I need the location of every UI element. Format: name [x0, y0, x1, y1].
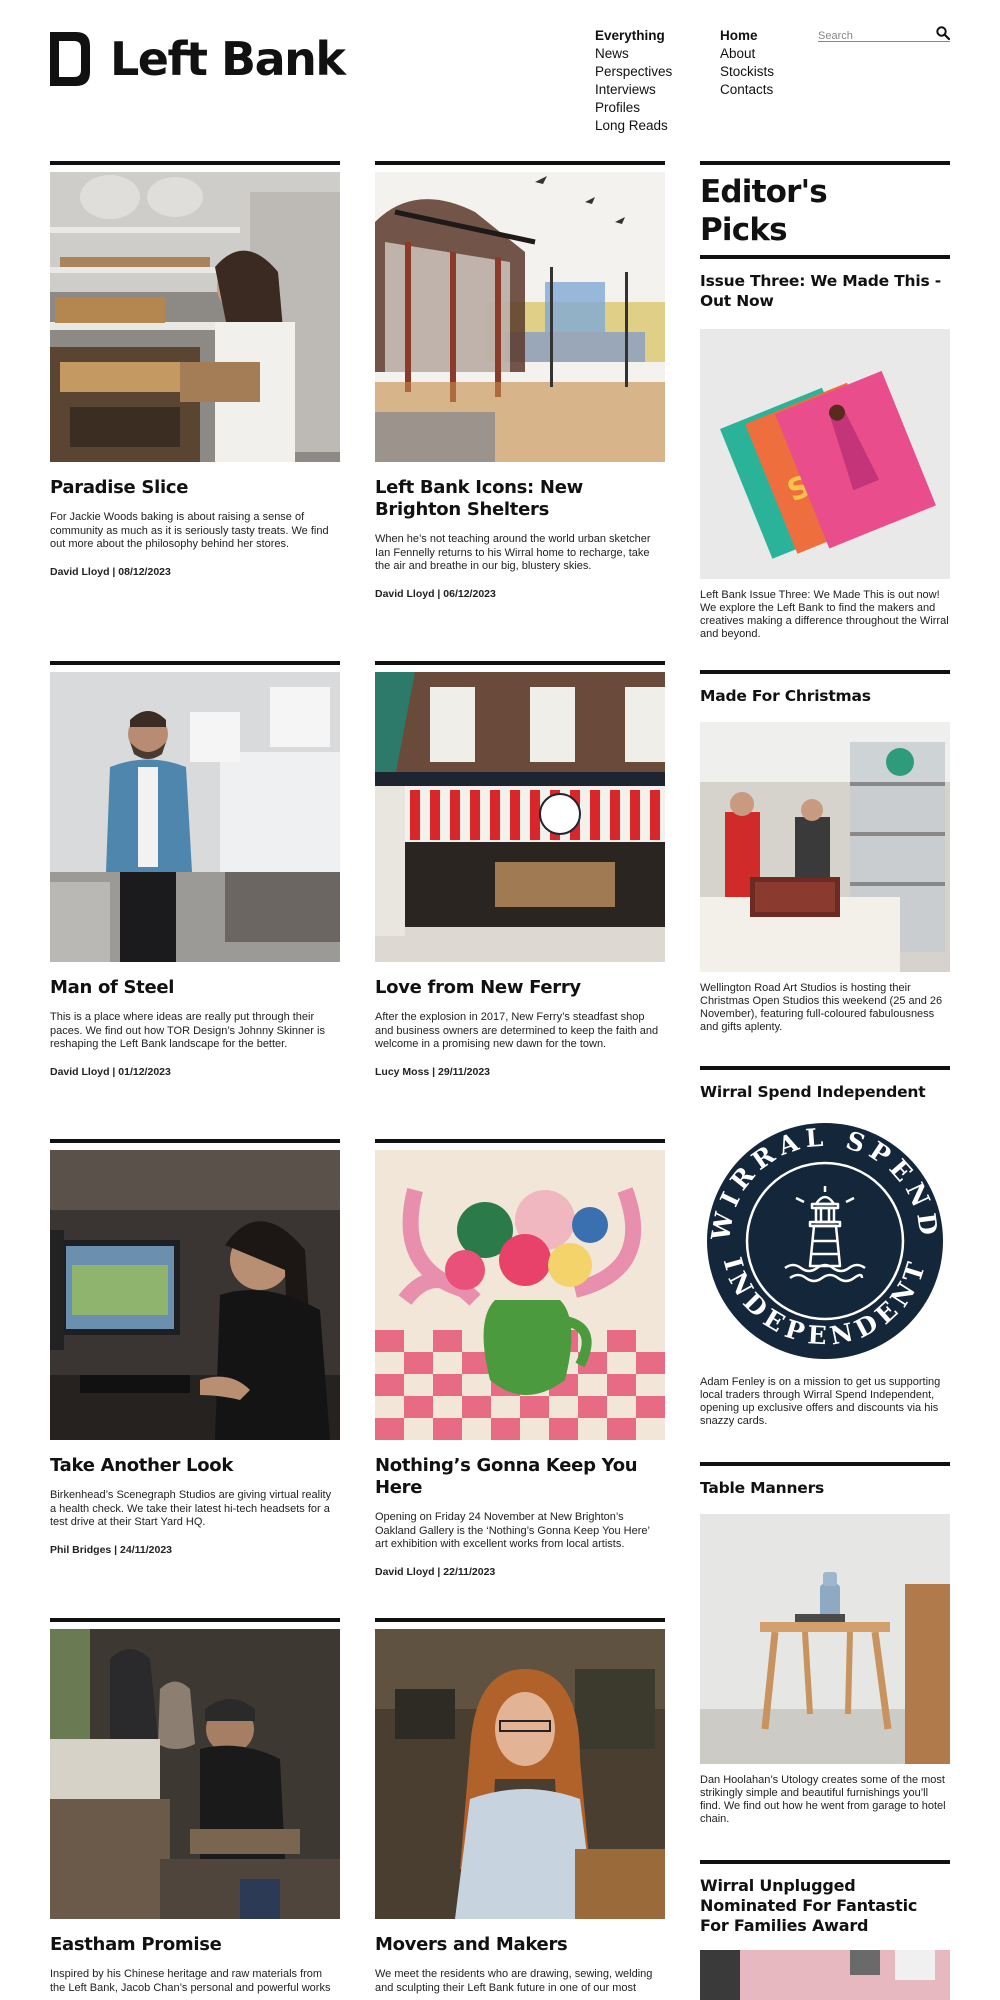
- search-icon[interactable]: [936, 26, 950, 40]
- sidebar-image-wirral-unplugged[interactable]: [700, 1950, 950, 2000]
- sidebar-pick-excerpt: Left Bank Issue Three: We Made This is out now! We explore the Left Bank to find the makers and creatives making a difference throughout the Wirral and beyond.: [700, 589, 949, 640]
- article-title[interactable]: Man of Steel: [50, 977, 175, 998]
- nav-news[interactable]: News: [595, 46, 629, 61]
- article-card[interactable]: [375, 661, 665, 1078]
- sidebar-pick-title[interactable]: Made For Christmas: [700, 687, 871, 705]
- nav-home[interactable]: Home: [720, 28, 758, 43]
- logo-mark-icon: [50, 32, 90, 86]
- sidebar-pick-excerpt: Dan Hoolahan’s Utology creates some of the most strikingly simple and beautiful furnishings you’ll find. We find out how he went from garage to hotel chain.: [700, 1774, 946, 1825]
- article-card[interactable]: [50, 1618, 340, 1995]
- sidebar-pick-title[interactable]: Issue Three: We Made This - Out Now: [700, 272, 941, 310]
- site-header: [0, 0, 1000, 150]
- nav-column-home: [720, 27, 774, 99]
- search-bar: [818, 26, 950, 42]
- article-meta: David Lloyd | 01/12/2023: [50, 1065, 171, 1078]
- sidebar-rule: [700, 670, 950, 674]
- article-title[interactable]: Left Bank Icons: New Brighton Shelters: [375, 477, 583, 520]
- sidebar-image-stool[interactable]: [700, 1514, 950, 1764]
- sidebar-rule: [700, 1860, 950, 1864]
- wirral-spend-independent-badge[interactable]: [700, 1116, 950, 1366]
- badge-ring-text-top: WIRRAL SPEND: [705, 1122, 944, 1243]
- article-excerpt: For Jackie Woods baking is about raising a sense of community as much as it is seriously tasty treats. We find out more about the philosophy behind her stores.: [50, 511, 329, 550]
- sidebar-rule: [700, 1066, 950, 1070]
- nav-long-reads[interactable]: Long Reads: [595, 118, 668, 133]
- editors-picks-heading-block: [700, 161, 950, 249]
- sidebar-rule: [700, 1462, 950, 1466]
- article-title[interactable]: Nothing’s Gonna Keep You Here: [375, 1455, 638, 1498]
- article-card[interactable]: [375, 1618, 665, 1995]
- editors-picks-heading: Editor's Picks: [700, 174, 827, 248]
- article-meta: David Lloyd | 06/12/2023: [375, 587, 496, 600]
- card-rule: [50, 661, 340, 665]
- sidebar-image-magazines[interactable]: [700, 329, 950, 579]
- card-rule: [375, 1618, 665, 1622]
- article-meta: David Lloyd | 08/12/2023: [50, 565, 171, 578]
- card-rule: [375, 661, 665, 665]
- nav-perspectives[interactable]: Perspectives: [595, 64, 673, 79]
- nav-everything[interactable]: Everything: [595, 28, 665, 43]
- article-title[interactable]: Paradise Slice: [50, 477, 189, 498]
- sidebar-pick-excerpt: Adam Fenley is on a mission to get us supporting local traders through Wirral Spend Independent, opening up exclusive offers and discounts via his snazzy cards.: [700, 1376, 941, 1427]
- nav-contacts[interactable]: Contacts: [720, 82, 774, 97]
- article-excerpt: We meet the residents who are drawing, sewing, welding and sculpting their Left Bank future in one of our most: [375, 1968, 653, 1994]
- article-image-butchers-shop[interactable]: [375, 672, 665, 962]
- sidebar-pick-excerpt: Wellington Road Art Studios is hosting their Christmas Open Studios this weekend (25 and 26 November), featuring full-coloured fabulousness and gifts aplenty.: [700, 982, 943, 1033]
- article-excerpt: Opening on Friday 24 November at New Brighton’s Oakland Gallery is the ‘Nothing’s Gonna Keep You Here’ art exhibition with excellent works from local artists.: [375, 1511, 650, 1550]
- article-image-vr-studio[interactable]: [50, 1150, 340, 1440]
- article-card[interactable]: [50, 161, 340, 578]
- nav-profiles[interactable]: Profiles: [595, 100, 641, 115]
- article-excerpt: Inspired by his Chinese heritage and raw materials from the Left Bank, Jacob Chan’s personal and powerful works: [50, 1968, 331, 1994]
- nav-interviews[interactable]: Interviews: [595, 82, 656, 97]
- badge-ring-text-bottom: INDEPENDENT: [717, 1253, 933, 1351]
- article-excerpt: This is a place where ideas are really put through their paces. We find out how TOR Design’s Johnny Skinner is reshaping the Left Bank landscape for the better.: [50, 1011, 325, 1050]
- card-rule: [375, 1139, 665, 1143]
- search-input[interactable]: [818, 30, 930, 42]
- sidebar-pick[interactable]: [700, 255, 950, 641]
- sidebar-rule: [700, 255, 950, 259]
- card-rule: [50, 161, 340, 165]
- article-meta: David Lloyd | 22/11/2023: [375, 1565, 496, 1578]
- article-title[interactable]: Love from New Ferry: [375, 977, 581, 998]
- article-card[interactable]: [50, 661, 340, 1078]
- article-title[interactable]: Take Another Look: [50, 1455, 234, 1476]
- sidebar-rule: [700, 161, 950, 165]
- sidebar-pick-title[interactable]: Wirral Unplugged Nominated For Fantastic For Families Award: [700, 1876, 918, 1935]
- sidebar-image-art-studios[interactable]: [700, 722, 950, 972]
- site-logo[interactable]: [50, 32, 344, 86]
- article-image-bakery[interactable]: [50, 172, 340, 462]
- card-rule: [375, 161, 665, 165]
- article-excerpt: Birkenhead’s Scenegraph Studios are giving virtual reality a health check. We take their latest hi-tech headsets for a test drive at their Start Yard HQ.: [50, 1489, 332, 1528]
- nav-column-everything: [595, 27, 672, 135]
- article-image-flower-painting[interactable]: [375, 1150, 665, 1440]
- article-card[interactable]: [50, 1139, 340, 1556]
- sidebar-pick[interactable]: [700, 1860, 950, 2000]
- brand-name: Left Bank: [110, 32, 345, 86]
- article-title[interactable]: Eastham Promise: [50, 1934, 222, 1955]
- article-title[interactable]: Movers and Makers: [375, 1934, 568, 1955]
- nav-stockists[interactable]: Stockists: [720, 64, 775, 79]
- article-card[interactable]: [375, 161, 665, 600]
- article-meta: Lucy Moss | 29/11/2023: [375, 1065, 491, 1078]
- sidebar-pick-title[interactable]: Wirral Spend Independent: [700, 1083, 926, 1101]
- article-excerpt: After the explosion in 2017, New Ferry’s steadfast shop and business owners are determined to keep the faith and welcome in a promising new dawn for the town.: [375, 1011, 659, 1050]
- card-rule: [50, 1618, 340, 1622]
- article-image-workshop-portrait[interactable]: [50, 672, 340, 962]
- article-card[interactable]: [375, 1139, 665, 1578]
- sidebar-pick[interactable]: [700, 1462, 950, 1826]
- article-image-shelter-sketch[interactable]: [375, 172, 665, 462]
- article-image-portrait-woman[interactable]: [375, 1629, 665, 1919]
- sidebar-pick[interactable]: [700, 670, 950, 1034]
- article-meta: Phil Bridges | 24/11/2023: [50, 1543, 173, 1556]
- article-excerpt: When he’s not teaching around the world urban sketcher Ian Fennelly returns to his Wirral home to recharge, take the air and breathe in our big, blustery skies.: [375, 533, 651, 572]
- sidebar-pick[interactable]: [700, 1066, 950, 1428]
- nav-about[interactable]: About: [720, 46, 756, 61]
- article-image-pottery-studio[interactable]: [50, 1629, 340, 1919]
- sidebar-pick-title[interactable]: Table Manners: [700, 1479, 825, 1497]
- card-rule: [50, 1139, 340, 1143]
